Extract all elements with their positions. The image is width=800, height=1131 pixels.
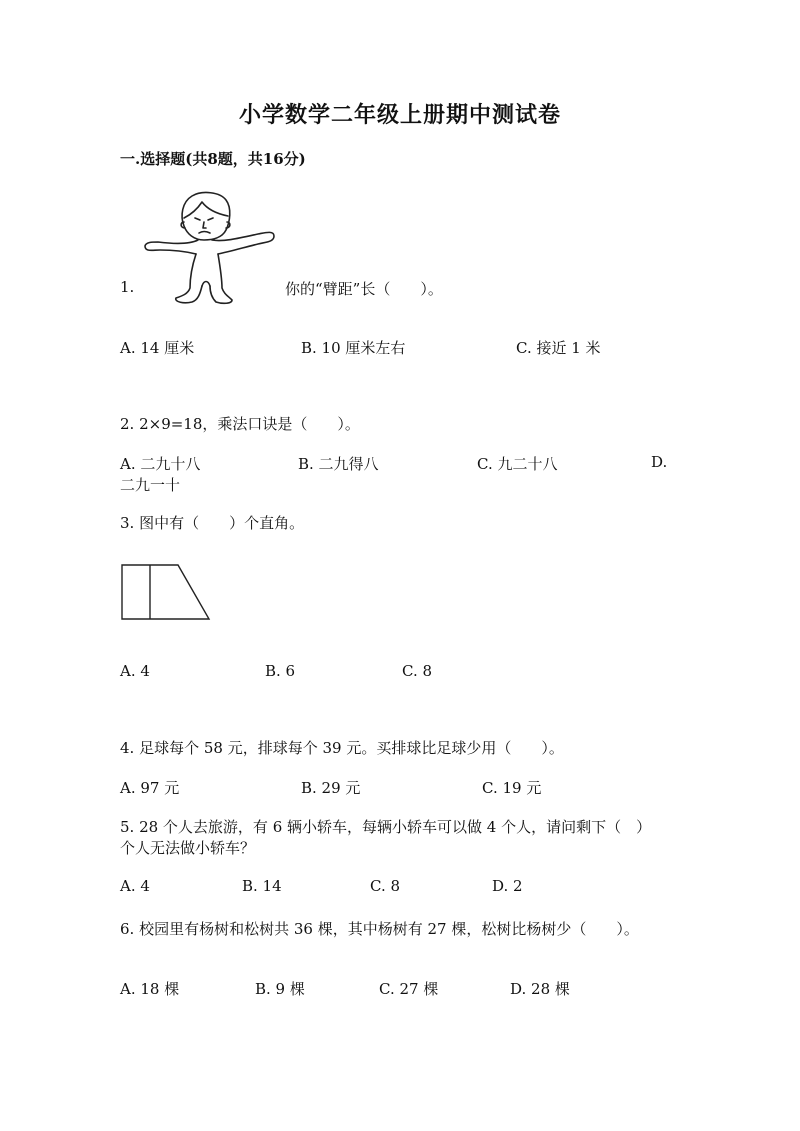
question-1-text: 你的“臂距”长（ ）。 — [285, 280, 443, 298]
stick-figure-illustration — [140, 188, 280, 306]
page-title: 小学数学二年级上册期中测试卷 — [238, 102, 561, 128]
question-1-option-a[interactable]: A. 14 厘米 — [120, 339, 195, 357]
question-2-option-a[interactable]: A. 二九十八 — [120, 455, 201, 473]
question-1-option-b[interactable]: B. 10 厘米左右 — [301, 339, 406, 357]
question-5-option-a[interactable]: A. 4 — [120, 877, 150, 895]
question-5-option-d[interactable]: D. 2 — [492, 877, 523, 895]
question-4-option-a[interactable]: A. 97 元 — [120, 779, 180, 797]
question-3-text: 3. 图中有（ ）个直角。 — [120, 514, 305, 532]
question-5-text-line-1: 5. 28 个人去旅游，有 6 辆小轿车，每辆小轿车可以做 4 个人，请问剩下（ ） — [120, 818, 652, 836]
question-1-number: 1. — [120, 278, 135, 296]
question-5-text-line-2: 个人无法做小轿车？ — [120, 839, 256, 857]
question-5-option-b[interactable]: B. 14 — [242, 877, 282, 895]
question-4-option-b[interactable]: B. 29 元 — [301, 779, 361, 797]
question-2-text: 2. 2×9=18，乘法口诀是（ ）。 — [120, 415, 360, 433]
question-2-option-d-text[interactable]: 二九一十 — [120, 476, 181, 494]
question-6-option-c[interactable]: C. 27 棵 — [379, 980, 439, 998]
question-6-option-a[interactable]: A. 18 棵 — [120, 980, 180, 998]
question-4-option-c[interactable]: C. 19 元 — [482, 779, 542, 797]
question-6-option-d[interactable]: D. 28 棵 — [510, 980, 570, 998]
question-4-text: 4. 足球每个 58 元，排球每个 39 元。买排球比足球少用（ ）。 — [120, 739, 564, 757]
question-2-option-d[interactable]: D. — [651, 453, 668, 471]
question-2-option-b[interactable]: B. 二九得八 — [298, 455, 379, 473]
question-3-option-a[interactable]: A. 4 — [120, 662, 150, 680]
right-angle-shape-figure — [120, 563, 212, 621]
question-3-option-b[interactable]: B. 6 — [265, 662, 296, 680]
question-6-option-b[interactable]: B. 9 棵 — [255, 980, 305, 998]
question-5-option-c[interactable]: C. 8 — [370, 877, 401, 895]
question-3-option-c[interactable]: C. 8 — [402, 662, 433, 680]
question-2-option-c[interactable]: C. 九二十八 — [477, 455, 558, 473]
question-6-text: 6. 校园里有杨树和松树共 36 棵，其中杨树有 27 棵，松树比杨树少（ ）。 — [120, 920, 639, 938]
section-heading: 一.选择题(共8题，共16分) — [120, 150, 306, 168]
question-1-option-c[interactable]: C. 接近 1 米 — [516, 339, 601, 357]
